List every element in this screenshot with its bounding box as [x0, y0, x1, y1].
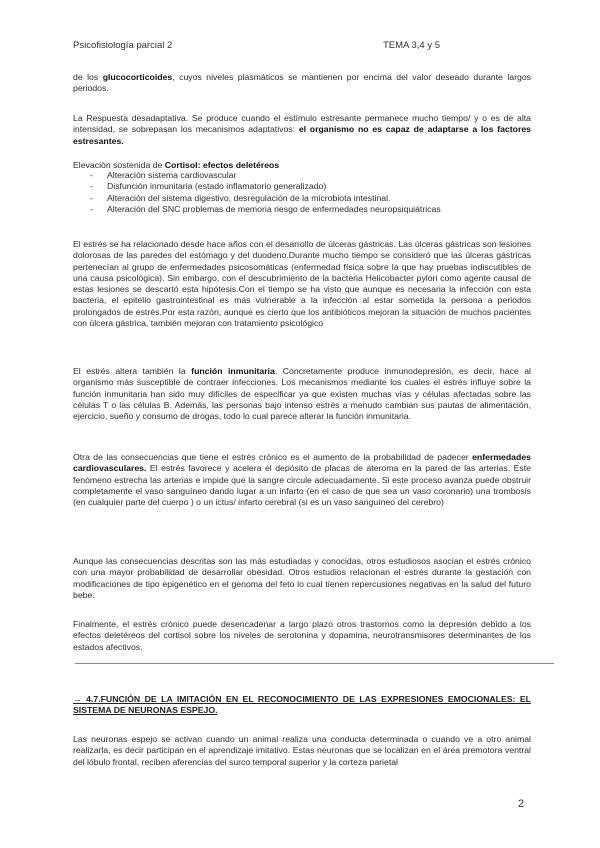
paragraph-depression: Finalmente, el estrés crónico puede desencadenar a largo plazo otros trastornos como la depresión debido a los efectos deletéreos del cortisol sobre los niveles de serotonina y dopamina, neurotransmisores determinantes de los estados afectivos. [73, 619, 531, 652]
section-divider [75, 663, 554, 664]
list-item: - Alteración sistema cardiovascular [90, 170, 237, 180]
section-heading: → 4.7.FUNCIÓN DE LA IMITACIÓN EN EL RECONOCIMIENTO DE LAS EXPRESIONES EMOCIONALES: EL SISTEMA DE NEURONAS ESPEJO. [73, 694, 531, 716]
header-topic: TEMA 3,4 y 5 [383, 40, 441, 51]
paragraph-cardiovascular: Otra de las consecuencias que tiene el estrés crónico es el aumento de la probabilidad de padecer enfermedades cardiovasculares. El estrés favorece y acelera el depósito de placas de ateroma en la pared de las arterias. Este fenómeno estrecha las arterias e impide que la sangre circule adecuadamente. Si este proceso avanza puede obstruir completamente el vaso sanguíneo dando lugar a un infarto (en el caso de que sea un vaso coronario) una trombosis (en cualquier parte del cuerpo ) o un ictus/ infarto cerebral (si es un vaso sanguíneo del cerebro) [73, 452, 531, 508]
paragraph-mirror-neurons: Las neuronas espejo se activan cuando un animal realiza una conducta determinada o cuando ve a otro animal realizarla, es decir participan en el aprendizaje imitativo. Estas neuronas que se localizan en el área premotora ventral del lóbulo frontal, reciben aferencias del surco temporal superior y la corteza parietal [73, 734, 531, 767]
list-item: - Alteración del sistema digestivo, desregulación de la microbiota intestinal. [90, 192, 391, 203]
paragraph-gastric-ulcers: El estrés se ha relacionado desde hace años con el desarrollo de úlceras gástricas. Las úlceras gástricas son lesiones dolorosas de las paredes del estómago y del duodeno.Durante mucho tiempo se consideró que las úlceras gástricas pertenecían al grupo de enfermedades psicosomáticas (enfermedad física sobre la que hay pruebas indiscutibles de una causa psicológica). Sin embargo, con el descubrimiento de la bacteria Helicobacter pylori como agente causal de estas lesiones se descartó esta hipótesis.Con el tiempo se ha visto que aunque es necesaria la infección con esta bacteria, el epitelio gastrointestinal es más vulnerable a la infección al estar sometida la persona a periodos prolongados de estrés.Por esta razón, aunque es cierto que los antibióticos mejoran la situación de muchos pacientes con úlcera gástrica, también mejoran con tratamiento psicológico [73, 239, 531, 329]
bold-statement: el organismo no es capaz de adaptarse a los factores estresantes. [73, 124, 531, 146]
paragraph-maladaptive-response: La Respuesta desadaptativa. Se produce cuando el estímulo estresante permanece mucho tiempo/ y o es de alta intensidad, se sobrepasan los mecanismos adaptativos: el organismo no es capaz de adaptarse a los factores estresantes. [73, 113, 531, 146]
paragraph-immune-function: El estrés altera también la función inmunitaria. Concretamente produce inmunodepresión, es decir, hace al organismo más susceptible de contraer infecciones. Los mecanismos mediante los cuales el estrés influye sobre la función inmunitaria han sido muy difíciles de especificar ya que existen muchas vías y células afectadas sobre las células T o las células B. Además, las personas bajo intenso estrés a menudo cambian sus pautas de alimentación, ejercicio, sueño y consumo de drogas, todo lo cual parece alterar la función inmunitaria. [73, 366, 531, 422]
list-item: - Alteración del SNC problemas de memoria riesgo de enfermedades neuropsiquiátricas [90, 203, 441, 214]
paragraph-glucocorticoids: de los glucocorticoides, cuyos niveles plasmáticos se mantienen por encima del valor deseado durante largos periodos. [73, 72, 531, 94]
bold-term: Cortisol: efectos deletéreos [164, 160, 280, 170]
list-item: - Disfunción inmunitaria (estado inflamatorio generalizado) [90, 181, 327, 192]
bold-term: función inmunitaria [191, 366, 275, 376]
cortisol-effects-list [73, 170, 531, 215]
bold-term: enfermedades cardiovasculares. [73, 452, 531, 474]
paragraph-cortisol-effects: Elevación sostenida de Cortisol: efectos deletéreos [73, 160, 280, 170]
paragraph-obesity-gestation: Aunque las consecuencias descritas son las más estudiadas y conocidas, otros estudiosos asocian el estrés crónico con una mayor probabilidad de desarrollar obesidad. Otros estudios relacionan el estrés durante la gestación con modificaciones de tipo epigenético en el genoma del feto lo cual tienen repercusiones negativas en la salud del futuro bebe. [73, 556, 531, 600]
page-number: 2 [518, 798, 525, 810]
bold-term: glucocorticoides [102, 72, 173, 82]
header-course-title: Psicofisiología parcial 2 [73, 40, 173, 51]
